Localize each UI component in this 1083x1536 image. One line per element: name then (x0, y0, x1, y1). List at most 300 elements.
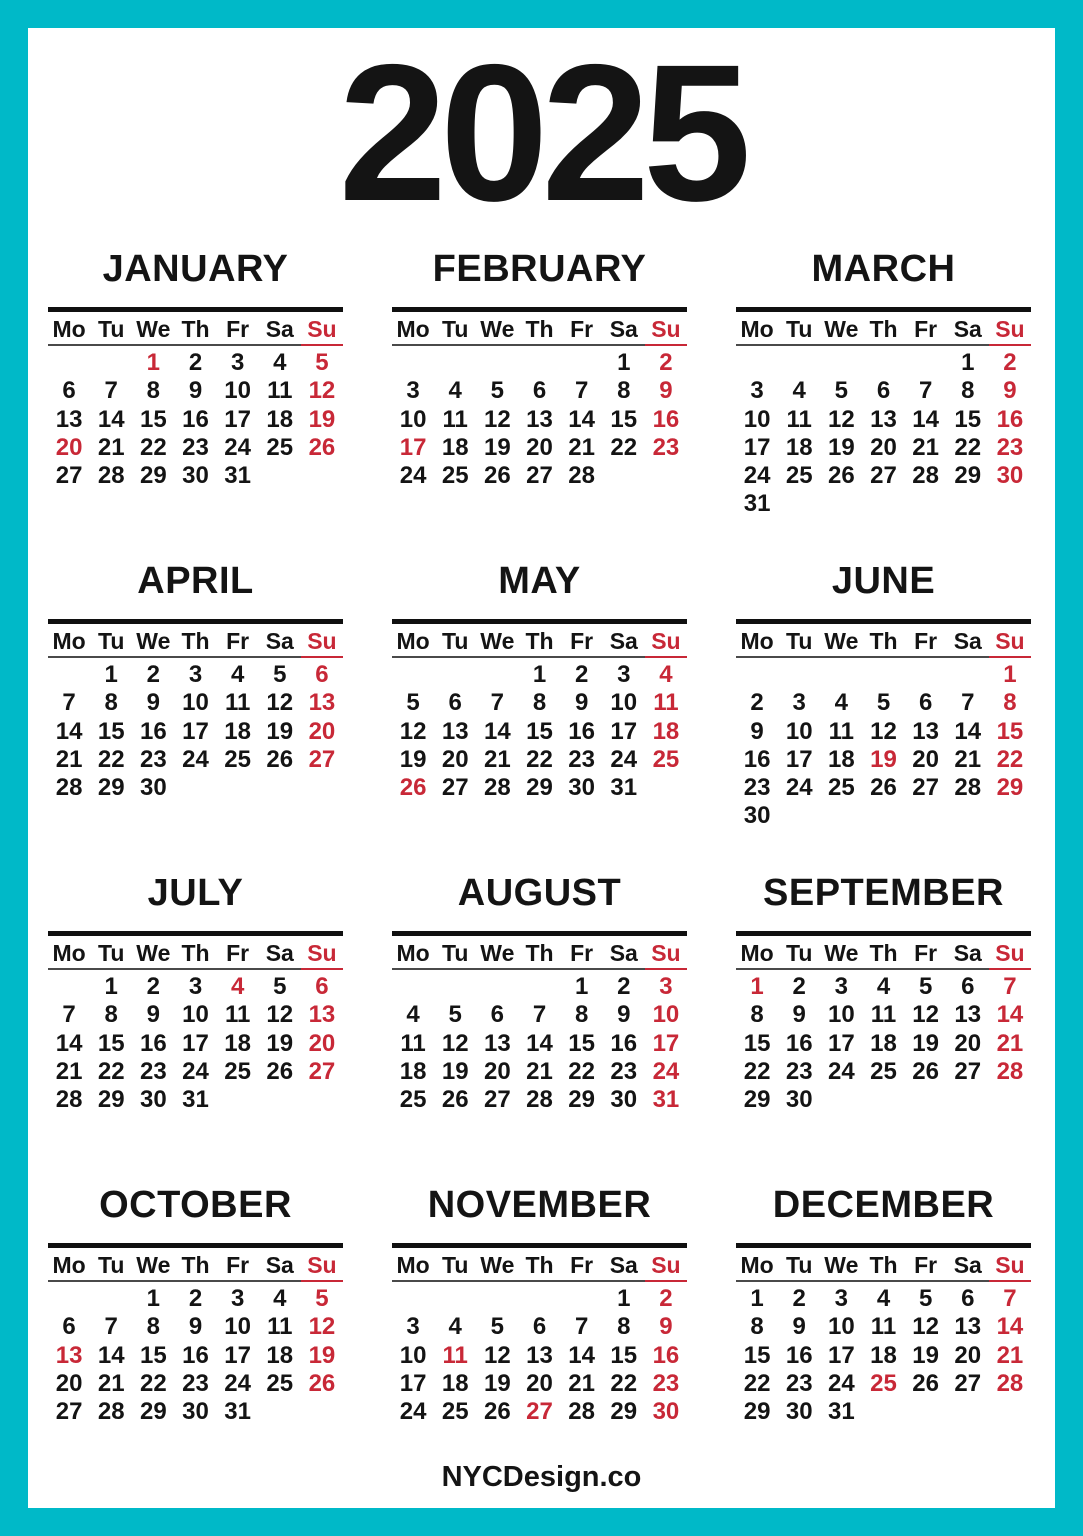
day-cell: 14 (526, 1029, 553, 1057)
day-cell: 15 (954, 405, 982, 433)
weekday-header: Fr (217, 628, 259, 658)
day-cell: 19 (828, 433, 855, 461)
empty-day-cell (820, 349, 862, 377)
day-cell: 5 (876, 689, 891, 717)
day-cell: 21 (55, 1057, 83, 1085)
day-cell: 18 (266, 405, 294, 433)
weekday-header: Sa (259, 316, 301, 346)
day-cell: 12 (308, 377, 336, 405)
empty-day-cell (48, 1285, 90, 1313)
weekday-header: Fr (905, 628, 947, 658)
empty-day-cell (48, 661, 90, 689)
day-cell: 9 (617, 1001, 631, 1029)
day-cell: 5 (918, 1285, 933, 1312)
month-block (392, 869, 687, 1181)
day-cell: 30 (785, 1398, 813, 1426)
month-title: MARCH (811, 248, 956, 290)
weekday-header-row (736, 1243, 1031, 1282)
day-cell: 17 (182, 717, 209, 745)
day-cell: 12 (870, 717, 897, 745)
day-cell: 20 (55, 433, 83, 461)
day-cell: 20 (484, 1057, 511, 1085)
day-cell: 14 (568, 405, 595, 433)
day-cell: 4 (273, 349, 287, 376)
month-block (736, 869, 1031, 1181)
day-cell: 29 (743, 1086, 771, 1114)
day-cell: 15 (97, 717, 125, 745)
month-block (48, 245, 343, 557)
month-title: JANUARY (102, 248, 289, 290)
day-cell: 4 (448, 377, 462, 405)
month-title: MAY (498, 560, 581, 602)
day-cell: 16 (182, 405, 209, 433)
day-cell: 23 (140, 1057, 167, 1085)
weekday-header: Fr (561, 316, 603, 346)
day-cell: 8 (617, 377, 631, 405)
weekday-header: Su (989, 1252, 1031, 1282)
weekday-header: Mo (48, 1252, 90, 1282)
day-cell: 10 (743, 405, 771, 433)
day-cell: 23 (996, 433, 1024, 461)
day-cell: 29 (954, 462, 982, 490)
day-cell: 25 (870, 1369, 897, 1397)
day-cell: 10 (182, 689, 209, 717)
day-cell: 7 (918, 377, 933, 405)
day-cell: 20 (441, 745, 469, 773)
day-cell: 9 (574, 689, 589, 717)
day-cell: 3 (230, 349, 245, 376)
day-cell: 13 (912, 717, 939, 745)
day-cell: 28 (526, 1086, 553, 1114)
day-cell: 15 (996, 717, 1024, 745)
day-cell: 4 (834, 689, 849, 717)
weekday-header: Mo (736, 628, 778, 658)
month-days-grid (392, 1285, 687, 1426)
day-cell: 21 (996, 1029, 1024, 1057)
day-cell: 17 (785, 745, 813, 773)
day-cell: 8 (532, 689, 547, 717)
day-cell: 5 (273, 973, 287, 1000)
weekday-header: We (476, 316, 518, 346)
day-cell: 13 (954, 1001, 982, 1029)
day-cell: 21 (97, 1369, 125, 1397)
day-cell: 14 (568, 1341, 595, 1369)
day-cell: 6 (448, 689, 462, 717)
empty-day-cell (476, 973, 518, 1001)
day-cell: 10 (828, 1001, 855, 1029)
weekday-header: We (820, 940, 862, 970)
day-cell: 11 (267, 377, 293, 405)
day-cell: 19 (266, 1029, 294, 1057)
day-cell: 2 (188, 349, 203, 376)
weekday-header: Th (862, 1252, 904, 1282)
day-cell: 24 (399, 462, 427, 490)
day-cell: 20 (55, 1369, 83, 1397)
month-title: JUNE (831, 560, 936, 602)
day-cell: 17 (399, 1369, 427, 1397)
weekday-header-row (392, 931, 687, 970)
day-cell: 17 (828, 1029, 855, 1057)
day-cell: 16 (140, 1029, 167, 1057)
month-days-grid (736, 661, 1031, 831)
day-cell: 3 (188, 661, 203, 688)
day-cell: 3 (834, 973, 849, 1000)
month-block (392, 1181, 687, 1493)
day-cell: 11 (224, 1001, 251, 1029)
month-block (392, 245, 687, 557)
day-cell: 22 (97, 1057, 125, 1085)
day-cell: 14 (996, 1001, 1024, 1029)
day-cell: 30 (785, 1086, 813, 1114)
day-cell: 11 (786, 405, 812, 433)
day-cell: 28 (568, 462, 595, 490)
day-cell: 16 (743, 745, 771, 773)
footer-brand: NYCDesign.co (441, 1461, 642, 1493)
day-cell: 19 (266, 717, 294, 745)
weekday-header-row (48, 619, 343, 658)
day-cell: 11 (224, 689, 251, 717)
day-cell: 11 (870, 1313, 897, 1341)
day-cell: 20 (308, 717, 336, 745)
day-cell: 19 (308, 405, 336, 433)
month-title: DECEMBER (772, 1184, 995, 1226)
day-cell: 19 (484, 1369, 511, 1397)
day-cell: 16 (652, 405, 680, 433)
day-cell: 10 (828, 1313, 855, 1341)
empty-day-cell (947, 661, 989, 689)
day-cell: 26 (484, 1398, 511, 1426)
weekday-header: Fr (561, 940, 603, 970)
weekday-header: We (132, 1252, 174, 1282)
month-title: APRIL (137, 560, 254, 602)
day-cell: 2 (146, 661, 161, 688)
weekday-header: We (476, 628, 518, 658)
day-cell: 18 (224, 717, 251, 745)
day-cell: 28 (954, 774, 982, 802)
day-cell: 19 (441, 1057, 469, 1085)
day-cell: 24 (785, 774, 813, 802)
day-cell: 3 (406, 377, 420, 405)
day-cell: 28 (996, 1057, 1024, 1085)
day-cell: 29 (996, 774, 1024, 802)
empty-day-cell (476, 349, 518, 377)
day-cell: 8 (104, 689, 118, 717)
day-cell: 20 (954, 1341, 982, 1369)
day-cell: 10 (399, 1341, 427, 1369)
weekday-header: We (132, 316, 174, 346)
day-cell: 13 (55, 405, 83, 433)
day-cell: 7 (104, 1313, 118, 1341)
day-cell: 1 (104, 973, 118, 1000)
day-cell: 11 (442, 405, 468, 433)
day-cell: 20 (526, 433, 553, 461)
day-cell: 11 (653, 689, 679, 717)
day-cell: 7 (62, 689, 76, 717)
weekday-header: Tu (90, 628, 132, 658)
day-cell: 22 (140, 1369, 167, 1397)
day-cell: 20 (912, 745, 939, 773)
day-cell: 2 (617, 973, 631, 1000)
day-cell: 24 (652, 1057, 680, 1085)
day-cell: 6 (876, 377, 891, 405)
day-cell: 5 (273, 661, 287, 688)
day-cell: 4 (792, 377, 806, 405)
weekday-header: Sa (603, 316, 645, 346)
day-cell: 24 (743, 462, 771, 490)
day-cell: 4 (876, 973, 891, 1000)
month-days-grid (736, 349, 1031, 519)
day-cell: 25 (870, 1057, 897, 1085)
day-cell: 3 (188, 973, 203, 1000)
weekday-header: Mo (392, 628, 434, 658)
day-cell: 14 (97, 405, 125, 433)
weekday-header: Sa (947, 1252, 989, 1282)
weekday-header: Sa (947, 940, 989, 970)
day-cell: 19 (484, 433, 511, 461)
day-cell: 14 (912, 405, 939, 433)
day-cell: 25 (224, 745, 251, 773)
day-cell: 9 (146, 689, 161, 717)
weekday-header: Th (174, 316, 216, 346)
day-cell: 15 (140, 405, 167, 433)
day-cell: 18 (652, 717, 680, 745)
day-cell: 28 (55, 774, 83, 802)
day-cell: 7 (1003, 1285, 1017, 1312)
weekday-header: Fr (905, 316, 947, 346)
day-cell: 31 (224, 1398, 251, 1426)
day-cell: 21 (484, 745, 511, 773)
day-cell: 10 (224, 377, 251, 405)
day-cell: 28 (55, 1086, 83, 1114)
day-cell: 31 (743, 490, 771, 518)
day-cell: 23 (182, 433, 209, 461)
weekday-header: Tu (434, 1252, 476, 1282)
weekday-header: Fr (561, 628, 603, 658)
day-cell: 5 (918, 973, 933, 1000)
day-cell: 5 (490, 1313, 505, 1341)
day-cell: 16 (785, 1029, 813, 1057)
day-cell: 27 (484, 1086, 511, 1114)
day-cell: 1 (617, 1285, 631, 1312)
weekday-header-row (48, 307, 343, 346)
day-cell: 26 (308, 1369, 336, 1397)
month-block (736, 557, 1031, 869)
day-cell: 10 (399, 405, 427, 433)
day-cell: 23 (785, 1057, 813, 1085)
weekday-header: Su (989, 940, 1031, 970)
day-cell: 6 (961, 1285, 975, 1312)
weekday-header: Tu (778, 1252, 820, 1282)
day-cell: 29 (610, 1398, 638, 1426)
day-cell: 5 (315, 1285, 329, 1312)
day-cell: 26 (828, 462, 855, 490)
month-block (48, 1181, 343, 1493)
day-cell: 24 (828, 1057, 855, 1085)
weekday-header: We (820, 316, 862, 346)
empty-day-cell (736, 349, 778, 377)
weekday-header: Mo (392, 1252, 434, 1282)
weekday-header-row (736, 931, 1031, 970)
day-cell: 6 (315, 661, 329, 688)
weekday-header: Th (862, 940, 904, 970)
month-days-grid (48, 661, 343, 802)
empty-day-cell (561, 349, 603, 377)
day-cell: 24 (224, 1369, 251, 1397)
day-cell: 6 (532, 377, 547, 405)
day-cell: 26 (308, 433, 336, 461)
day-cell: 26 (484, 462, 511, 490)
weekday-header: Tu (90, 940, 132, 970)
day-cell: 22 (526, 745, 553, 773)
day-cell: 16 (182, 1341, 209, 1369)
day-cell: 13 (308, 689, 336, 717)
day-cell: 16 (568, 717, 595, 745)
day-cell: 21 (912, 433, 939, 461)
empty-day-cell (518, 1285, 560, 1313)
weekday-header: Fr (217, 940, 259, 970)
day-cell: 20 (526, 1369, 553, 1397)
weekday-header: Sa (603, 1252, 645, 1282)
day-cell: 8 (146, 377, 161, 405)
weekday-header: Fr (905, 1252, 947, 1282)
day-cell: 13 (484, 1029, 511, 1057)
day-cell: 24 (399, 1398, 427, 1426)
day-cell: 12 (828, 405, 855, 433)
empty-day-cell (392, 1285, 434, 1313)
day-cell: 31 (652, 1086, 680, 1114)
day-cell: 5 (834, 377, 849, 405)
day-cell: 4 (230, 661, 245, 688)
weekday-header: Tu (778, 628, 820, 658)
weekday-header: We (820, 628, 862, 658)
month-block (48, 557, 343, 869)
day-cell: 29 (97, 1086, 125, 1114)
day-cell: 9 (188, 1313, 203, 1341)
day-cell: 18 (870, 1029, 897, 1057)
day-cell: 25 (441, 1398, 469, 1426)
day-cell: 22 (610, 433, 638, 461)
day-cell: 15 (610, 1341, 638, 1369)
day-cell: 23 (140, 745, 167, 773)
day-cell: 2 (659, 1285, 673, 1312)
day-cell: 8 (617, 1313, 631, 1341)
day-cell: 16 (140, 717, 167, 745)
day-cell: 29 (140, 1398, 167, 1426)
empty-day-cell (392, 349, 434, 377)
day-cell: 4 (876, 1285, 891, 1312)
day-cell: 23 (610, 1057, 638, 1085)
weekday-header: Su (301, 628, 343, 658)
day-cell: 18 (441, 433, 469, 461)
day-cell: 24 (182, 1057, 209, 1085)
weekday-header: Su (645, 940, 687, 970)
day-cell: 19 (912, 1341, 939, 1369)
day-cell: 1 (532, 661, 547, 688)
day-cell: 17 (610, 717, 638, 745)
empty-day-cell (862, 661, 904, 689)
weekday-header: We (820, 1252, 862, 1282)
day-cell: 7 (62, 1001, 76, 1029)
day-cell: 1 (617, 349, 631, 376)
weekday-header: Th (518, 316, 560, 346)
weekday-header: Mo (48, 940, 90, 970)
day-cell: 18 (828, 745, 855, 773)
day-cell: 17 (828, 1341, 855, 1369)
day-cell: 14 (55, 717, 83, 745)
day-cell: 9 (188, 377, 203, 405)
day-cell: 4 (659, 661, 673, 688)
weekday-header: Su (989, 628, 1031, 658)
day-cell: 15 (568, 1029, 595, 1057)
empty-day-cell (518, 349, 560, 377)
empty-day-cell (434, 349, 476, 377)
day-cell: 9 (792, 1313, 806, 1341)
weekday-header: Tu (90, 1252, 132, 1282)
day-cell: 1 (1003, 661, 1017, 688)
day-cell: 2 (1003, 349, 1017, 376)
day-cell: 20 (954, 1029, 982, 1057)
day-cell: 27 (308, 1057, 336, 1085)
day-cell: 15 (743, 1029, 771, 1057)
day-cell: 17 (652, 1029, 680, 1057)
weekday-header: Su (301, 940, 343, 970)
day-cell: 30 (743, 802, 771, 830)
day-cell: 4 (230, 973, 245, 1000)
empty-day-cell (476, 1285, 518, 1313)
weekday-header: Th (174, 1252, 216, 1282)
day-cell: 7 (532, 1001, 547, 1029)
day-cell: 15 (140, 1341, 167, 1369)
weekday-header: Sa (947, 628, 989, 658)
empty-day-cell (862, 349, 904, 377)
day-cell: 17 (743, 433, 771, 461)
day-cell: 26 (912, 1057, 939, 1085)
day-cell: 9 (146, 1001, 161, 1029)
day-cell: 7 (1003, 973, 1017, 1000)
month-title: FEBRUARY (432, 248, 647, 290)
weekday-header: Tu (90, 316, 132, 346)
empty-day-cell (905, 349, 947, 377)
day-cell: 12 (484, 405, 511, 433)
weekday-header-row (736, 619, 1031, 658)
month-days-grid (392, 973, 687, 1114)
weekday-header: Su (989, 316, 1031, 346)
empty-day-cell (48, 973, 90, 1001)
day-cell: 31 (828, 1398, 855, 1426)
day-cell: 5 (406, 689, 420, 717)
day-cell: 24 (828, 1369, 855, 1397)
day-cell: 27 (308, 745, 336, 773)
day-cell: 4 (448, 1313, 462, 1341)
empty-day-cell (905, 661, 947, 689)
weekday-header: We (476, 940, 518, 970)
weekday-header: Fr (905, 940, 947, 970)
empty-day-cell (434, 661, 476, 689)
month-title: AUGUST (457, 872, 622, 914)
weekday-header: Th (862, 628, 904, 658)
day-cell: 30 (652, 1398, 680, 1426)
day-cell: 1 (750, 973, 764, 1000)
day-cell: 6 (62, 1313, 76, 1341)
day-cell: 16 (785, 1341, 813, 1369)
day-cell: 13 (441, 717, 469, 745)
month-block (48, 869, 343, 1181)
day-cell: 23 (652, 433, 680, 461)
day-cell: 12 (912, 1001, 939, 1029)
day-cell: 8 (750, 1001, 764, 1029)
empty-day-cell (48, 349, 90, 377)
day-cell: 25 (399, 1086, 427, 1114)
